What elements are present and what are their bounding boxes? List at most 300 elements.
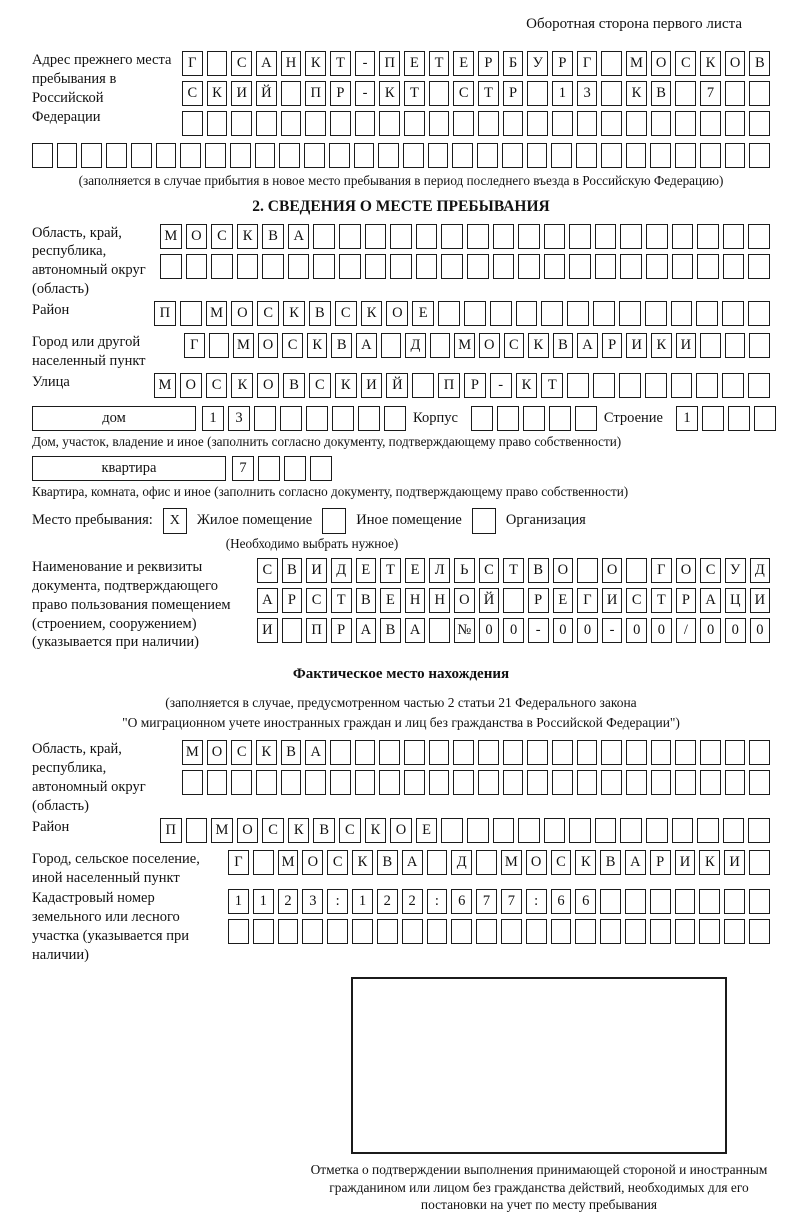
char-box-filled[interactable]: С [306,588,327,613]
char-box-empty[interactable] [671,301,693,326]
char-box-empty[interactable] [552,111,573,136]
char-box-filled[interactable]: О [302,850,323,875]
char-box-empty[interactable] [754,406,776,431]
char-box-filled[interactable]: С [211,224,233,249]
char-box-empty[interactable] [404,740,425,765]
char-box-empty[interactable] [131,143,152,168]
char-box-empty[interactable] [722,373,744,398]
char-box-empty[interactable] [601,111,622,136]
char-box-empty[interactable] [518,254,540,279]
char-box-empty[interactable] [749,81,770,106]
char-box-empty[interactable] [207,111,228,136]
char-box-filled[interactable]: Н [405,588,426,613]
char-box-filled[interactable]: Р [330,81,351,106]
char-box-filled[interactable]: П [154,301,176,326]
char-box-empty[interactable] [595,224,617,249]
char-box-filled[interactable]: Р [503,81,524,106]
char-box-filled[interactable]: У [725,558,746,583]
char-box-filled[interactable]: С [327,850,348,875]
char-box-filled[interactable]: П [306,618,327,643]
char-box-empty[interactable] [601,740,622,765]
char-box-empty[interactable] [619,373,641,398]
char-box-filled[interactable]: П [438,373,460,398]
char-box-empty[interactable] [502,143,523,168]
char-box-empty[interactable] [551,143,572,168]
char-box-filled[interactable]: М [206,301,228,326]
char-box-empty[interactable] [207,51,228,76]
char-box-filled[interactable]: И [675,850,696,875]
char-box-filled[interactable]: В [282,558,303,583]
char-box-filled[interactable]: М [211,818,233,843]
char-box-empty[interactable] [209,333,230,358]
char-box-empty[interactable] [377,919,398,944]
char-box-filled[interactable]: Л [429,558,450,583]
char-box-filled[interactable]: У [527,51,548,76]
char-box-empty[interactable] [697,818,719,843]
char-box-filled[interactable]: А [402,850,423,875]
char-box-empty[interactable] [180,143,201,168]
char-box-empty[interactable] [256,111,277,136]
char-box-empty[interactable] [429,770,450,795]
char-box-empty[interactable] [207,770,228,795]
char-box-filled[interactable]: К [575,850,596,875]
char-box-empty[interactable] [575,406,597,431]
char-box-empty[interactable] [281,111,302,136]
char-box-empty[interactable] [416,254,438,279]
char-box-empty[interactable] [280,406,302,431]
char-box-filled[interactable]: 0 [577,618,598,643]
char-box-filled[interactable]: О [386,301,408,326]
char-box-filled[interactable]: А [625,850,646,875]
char-box-empty[interactable] [278,919,299,944]
char-box-empty[interactable] [577,770,598,795]
char-box-empty[interactable] [428,143,449,168]
char-box-filled[interactable]: О [676,558,697,583]
char-box-filled[interactable]: К [528,333,549,358]
char-box-empty[interactable] [256,770,277,795]
char-box-filled[interactable]: О [725,51,746,76]
char-box-empty[interactable] [478,770,499,795]
char-box-empty[interactable] [378,143,399,168]
char-box-empty[interactable] [526,919,547,944]
char-box-filled[interactable]: К [288,818,310,843]
char-box-empty[interactable] [672,224,694,249]
char-box-filled[interactable]: О [257,373,279,398]
char-box-empty[interactable] [646,818,668,843]
char-box-empty[interactable] [723,818,745,843]
char-box-filled[interactable]: И [676,333,697,358]
char-box-empty[interactable] [503,740,524,765]
char-box-empty[interactable] [749,143,770,168]
char-box-filled[interactable]: Р [528,588,549,613]
char-box-empty[interactable] [339,224,361,249]
char-box-empty[interactable] [601,143,622,168]
char-box-filled[interactable]: О [207,740,228,765]
char-box-empty[interactable] [646,254,668,279]
char-box-empty[interactable] [231,770,252,795]
char-box-empty[interactable] [427,850,448,875]
char-box-empty[interactable] [304,143,325,168]
char-box-filled[interactable]: М [454,333,475,358]
char-box-empty[interactable] [305,770,326,795]
char-box-empty[interactable] [675,81,696,106]
char-box-filled[interactable]: К [283,301,305,326]
char-box-filled[interactable]: И [257,618,278,643]
char-box-empty[interactable] [544,254,566,279]
char-box-filled[interactable]: 1 [228,889,249,914]
char-box-filled[interactable]: В [309,301,331,326]
char-box-empty[interactable] [306,406,328,431]
char-box-empty[interactable] [650,143,671,168]
char-box-empty[interactable] [699,919,720,944]
char-box-filled[interactable]: Т [429,51,450,76]
char-box-filled[interactable]: 2 [278,889,299,914]
char-box-filled[interactable]: Т [503,558,524,583]
char-box-filled[interactable]: О [479,333,500,358]
char-box-empty[interactable] [697,224,719,249]
char-box-empty[interactable] [748,254,770,279]
char-box-filled[interactable]: В [356,588,377,613]
char-box-filled[interactable]: С [257,558,278,583]
char-box-empty[interactable] [231,111,252,136]
char-box-empty[interactable] [577,111,598,136]
char-box-empty[interactable] [725,740,746,765]
char-box-filled[interactable]: Б [503,51,524,76]
char-box-filled[interactable]: И [750,588,771,613]
char-box-empty[interactable] [390,254,412,279]
char-box-empty[interactable] [313,254,335,279]
char-box-empty[interactable] [452,143,473,168]
char-box-empty[interactable] [749,740,770,765]
char-box-filled[interactable]: О [602,558,623,583]
char-box-filled[interactable]: А [356,333,377,358]
char-box-filled[interactable]: Г [651,558,672,583]
char-box-filled[interactable]: М [154,373,176,398]
char-box-empty[interactable] [700,740,721,765]
char-box-filled[interactable]: С [479,558,500,583]
char-box-empty[interactable] [429,740,450,765]
char-box-empty[interactable] [651,770,672,795]
char-box-empty[interactable] [237,254,259,279]
char-box-filled[interactable]: Г [182,51,203,76]
char-box-filled[interactable]: О [454,588,475,613]
char-box-empty[interactable] [205,143,226,168]
char-box-empty[interactable] [451,919,472,944]
char-box-empty[interactable] [284,456,306,481]
char-box-filled[interactable]: 2 [377,889,398,914]
char-box-filled[interactable]: К [335,373,357,398]
char-box-filled[interactable]: В [553,333,574,358]
char-box-empty[interactable] [379,111,400,136]
char-box-filled[interactable]: Р [676,588,697,613]
char-box-empty[interactable] [625,889,646,914]
char-box-filled[interactable]: В [331,333,352,358]
char-box-empty[interactable] [675,770,696,795]
char-box-empty[interactable] [503,770,524,795]
char-box-filled[interactable]: П [305,81,326,106]
char-box-filled[interactable]: 3 [577,81,598,106]
char-box-filled[interactable]: Д [405,333,426,358]
char-box-empty[interactable] [527,740,548,765]
char-box-empty[interactable] [697,254,719,279]
char-box-empty[interactable] [81,143,102,168]
char-box-filled[interactable]: А [577,333,598,358]
char-box-filled[interactable]: К [237,224,259,249]
char-box-empty[interactable] [282,618,303,643]
char-box-filled[interactable]: Д [331,558,352,583]
char-box-filled[interactable]: Е [404,51,425,76]
char-box-empty[interactable] [32,143,53,168]
char-box-empty[interactable] [569,254,591,279]
char-box-empty[interactable] [106,143,127,168]
char-box-empty[interactable] [576,143,597,168]
char-box-empty[interactable] [381,333,402,358]
char-box-filled[interactable]: / [676,618,697,643]
char-box-filled[interactable]: Р [602,333,623,358]
char-box-empty[interactable] [438,301,460,326]
char-box-filled[interactable]: В [380,618,401,643]
char-box-filled[interactable]: С [262,818,284,843]
char-box-empty[interactable] [700,333,721,358]
char-box-empty[interactable] [696,301,718,326]
char-box-filled[interactable]: Р [552,51,573,76]
char-box-filled[interactable]: О [258,333,279,358]
char-box-filled[interactable]: К [379,81,400,106]
char-box-empty[interactable] [477,143,498,168]
char-box-filled[interactable]: Г [184,333,205,358]
char-box-filled[interactable]: К [516,373,538,398]
char-box-filled[interactable]: И [626,333,647,358]
char-box-empty[interactable] [700,770,721,795]
char-box-empty[interactable] [182,770,203,795]
char-box-empty[interactable] [724,889,745,914]
char-box-empty[interactable] [527,81,548,106]
char-box-empty[interactable] [723,224,745,249]
char-box-empty[interactable] [552,740,573,765]
char-box-empty[interactable] [696,373,718,398]
char-box-empty[interactable] [355,740,376,765]
char-box-filled[interactable]: Р [464,373,486,398]
char-box-filled[interactable]: Г [228,850,249,875]
char-box-empty[interactable] [430,333,451,358]
char-box-empty[interactable] [211,254,233,279]
char-box-filled[interactable]: 0 [553,618,574,643]
char-box-empty[interactable] [749,889,770,914]
char-box-empty[interactable] [600,889,621,914]
char-box-filled[interactable]: 3 [302,889,323,914]
char-box-empty[interactable] [518,224,540,249]
char-box-empty[interactable] [404,111,425,136]
char-box-filled[interactable]: И [361,373,383,398]
char-box-filled[interactable]: 3 [228,406,250,431]
char-box-empty[interactable] [182,111,203,136]
char-box-empty[interactable] [453,740,474,765]
char-box-filled[interactable]: : [427,889,448,914]
char-box-empty[interactable] [57,143,78,168]
char-box-empty[interactable] [416,224,438,249]
char-box-filled[interactable]: М [278,850,299,875]
char-box-empty[interactable] [365,254,387,279]
char-box-filled[interactable]: Й [479,588,500,613]
char-box-filled[interactable]: 7 [232,456,254,481]
char-box-empty[interactable] [527,143,548,168]
char-box-empty[interactable] [467,224,489,249]
char-box-filled[interactable]: П [160,818,182,843]
char-box-empty[interactable] [467,818,489,843]
char-box-empty[interactable] [254,406,276,431]
char-box-empty[interactable] [503,111,524,136]
char-box-filled[interactable]: Р [331,618,352,643]
char-box-filled[interactable]: К [651,333,672,358]
char-box-empty[interactable] [186,254,208,279]
char-box-filled[interactable]: М [501,850,522,875]
char-box-empty[interactable] [671,373,693,398]
char-box-empty[interactable] [327,919,348,944]
char-box-empty[interactable] [490,301,512,326]
char-box-filled[interactable]: Е [453,51,474,76]
char-box-filled[interactable]: О [390,818,412,843]
char-box-empty[interactable] [575,919,596,944]
char-box-filled[interactable]: К [256,740,277,765]
char-box-empty[interactable] [288,254,310,279]
char-box-empty[interactable] [464,301,486,326]
house-type-box[interactable] [32,406,196,431]
char-box-filled[interactable]: Р [282,588,303,613]
char-box-empty[interactable] [595,254,617,279]
char-box-empty[interactable] [595,818,617,843]
char-box-filled[interactable]: К [207,81,228,106]
char-box-filled[interactable]: С [675,51,696,76]
char-box-filled[interactable]: 7 [476,889,497,914]
char-box-filled[interactable]: 0 [626,618,647,643]
char-box-filled[interactable]: Е [553,588,574,613]
char-box-filled[interactable]: 2 [402,889,423,914]
char-box-filled[interactable]: М [160,224,182,249]
char-box-filled[interactable]: Е [380,588,401,613]
char-box-filled[interactable]: С [335,301,357,326]
char-box-filled[interactable]: И [602,588,623,613]
char-box-filled[interactable]: 0 [725,618,746,643]
char-box-filled[interactable]: В [377,850,398,875]
char-box-filled[interactable]: И [231,81,252,106]
char-box-filled[interactable]: К [307,333,328,358]
char-box-empty[interactable] [749,333,770,358]
char-box-empty[interactable] [330,740,351,765]
char-box-empty[interactable] [355,770,376,795]
char-box-empty[interactable] [476,850,497,875]
char-box-empty[interactable] [600,919,621,944]
char-box-empty[interactable] [330,111,351,136]
char-box-filled[interactable]: С [231,740,252,765]
char-box-filled[interactable]: С [206,373,228,398]
char-box-filled[interactable]: Е [405,558,426,583]
char-box-empty[interactable] [725,143,746,168]
char-box-filled[interactable]: М [233,333,254,358]
char-box-empty[interactable] [748,373,770,398]
char-box-empty[interactable] [384,406,406,431]
char-box-filled[interactable]: В [651,81,672,106]
char-box-empty[interactable] [748,301,770,326]
char-box-filled[interactable]: Е [412,301,434,326]
char-box-empty[interactable] [518,818,540,843]
char-box-empty[interactable] [577,740,598,765]
char-box-filled[interactable]: К [352,850,373,875]
char-box-filled[interactable]: К [700,51,721,76]
char-box-empty[interactable] [567,301,589,326]
char-box-empty[interactable] [441,818,463,843]
char-box-empty[interactable] [429,618,450,643]
char-box-filled[interactable]: Т [331,588,352,613]
char-box-empty[interactable] [478,111,499,136]
char-box-filled[interactable]: Е [356,558,377,583]
char-box-filled[interactable]: - [355,81,376,106]
char-box-filled[interactable]: : [327,889,348,914]
char-box-filled[interactable]: И [724,850,745,875]
char-box-filled[interactable]: 7 [700,81,721,106]
char-box-empty[interactable] [749,770,770,795]
char-box-empty[interactable] [402,919,423,944]
char-box-filled[interactable]: Н [281,51,302,76]
char-box-empty[interactable] [672,254,694,279]
char-box-filled[interactable]: Ь [454,558,475,583]
char-box-empty[interactable] [332,406,354,431]
char-box-empty[interactable] [626,558,647,583]
char-box-filled[interactable]: В [749,51,770,76]
char-box-filled[interactable]: М [626,51,647,76]
char-box-empty[interactable] [523,406,545,431]
char-box-empty[interactable] [626,143,647,168]
char-box-empty[interactable] [313,224,335,249]
char-box-filled[interactable]: А [288,224,310,249]
char-box-empty[interactable] [503,588,524,613]
char-box-empty[interactable] [619,301,641,326]
char-box-empty[interactable] [471,406,493,431]
char-box-filled[interactable]: К [626,81,647,106]
char-box-filled[interactable]: 7 [501,889,522,914]
char-box-empty[interactable] [279,143,300,168]
char-box-empty[interactable] [493,818,515,843]
char-box-empty[interactable] [626,740,647,765]
char-box-empty[interactable] [749,919,770,944]
char-box-empty[interactable] [493,224,515,249]
char-box-filled[interactable]: 6 [551,889,572,914]
char-box-filled[interactable]: С [182,81,203,106]
checkbox-other-premise[interactable] [322,508,346,534]
char-box-empty[interactable] [650,919,671,944]
char-box-empty[interactable] [645,373,667,398]
char-box-filled[interactable]: О [237,818,259,843]
char-box-empty[interactable] [725,333,746,358]
char-box-empty[interactable] [700,111,721,136]
char-box-filled[interactable]: Й [386,373,408,398]
char-box-filled[interactable]: К [365,818,387,843]
char-box-empty[interactable] [626,770,647,795]
char-box-empty[interactable] [551,919,572,944]
char-box-empty[interactable] [160,254,182,279]
char-box-empty[interactable] [567,373,589,398]
char-box-filled[interactable]: С [626,588,647,613]
char-box-filled[interactable]: В [528,558,549,583]
char-box-empty[interactable] [675,111,696,136]
char-box-filled[interactable]: А [405,618,426,643]
char-box-filled[interactable]: 0 [651,618,672,643]
char-box-empty[interactable] [544,224,566,249]
char-box-empty[interactable] [601,770,622,795]
char-box-empty[interactable] [723,254,745,279]
char-box-filled[interactable]: № [454,618,475,643]
char-box-filled[interactable]: С [504,333,525,358]
char-box-filled[interactable]: 1 [202,406,224,431]
